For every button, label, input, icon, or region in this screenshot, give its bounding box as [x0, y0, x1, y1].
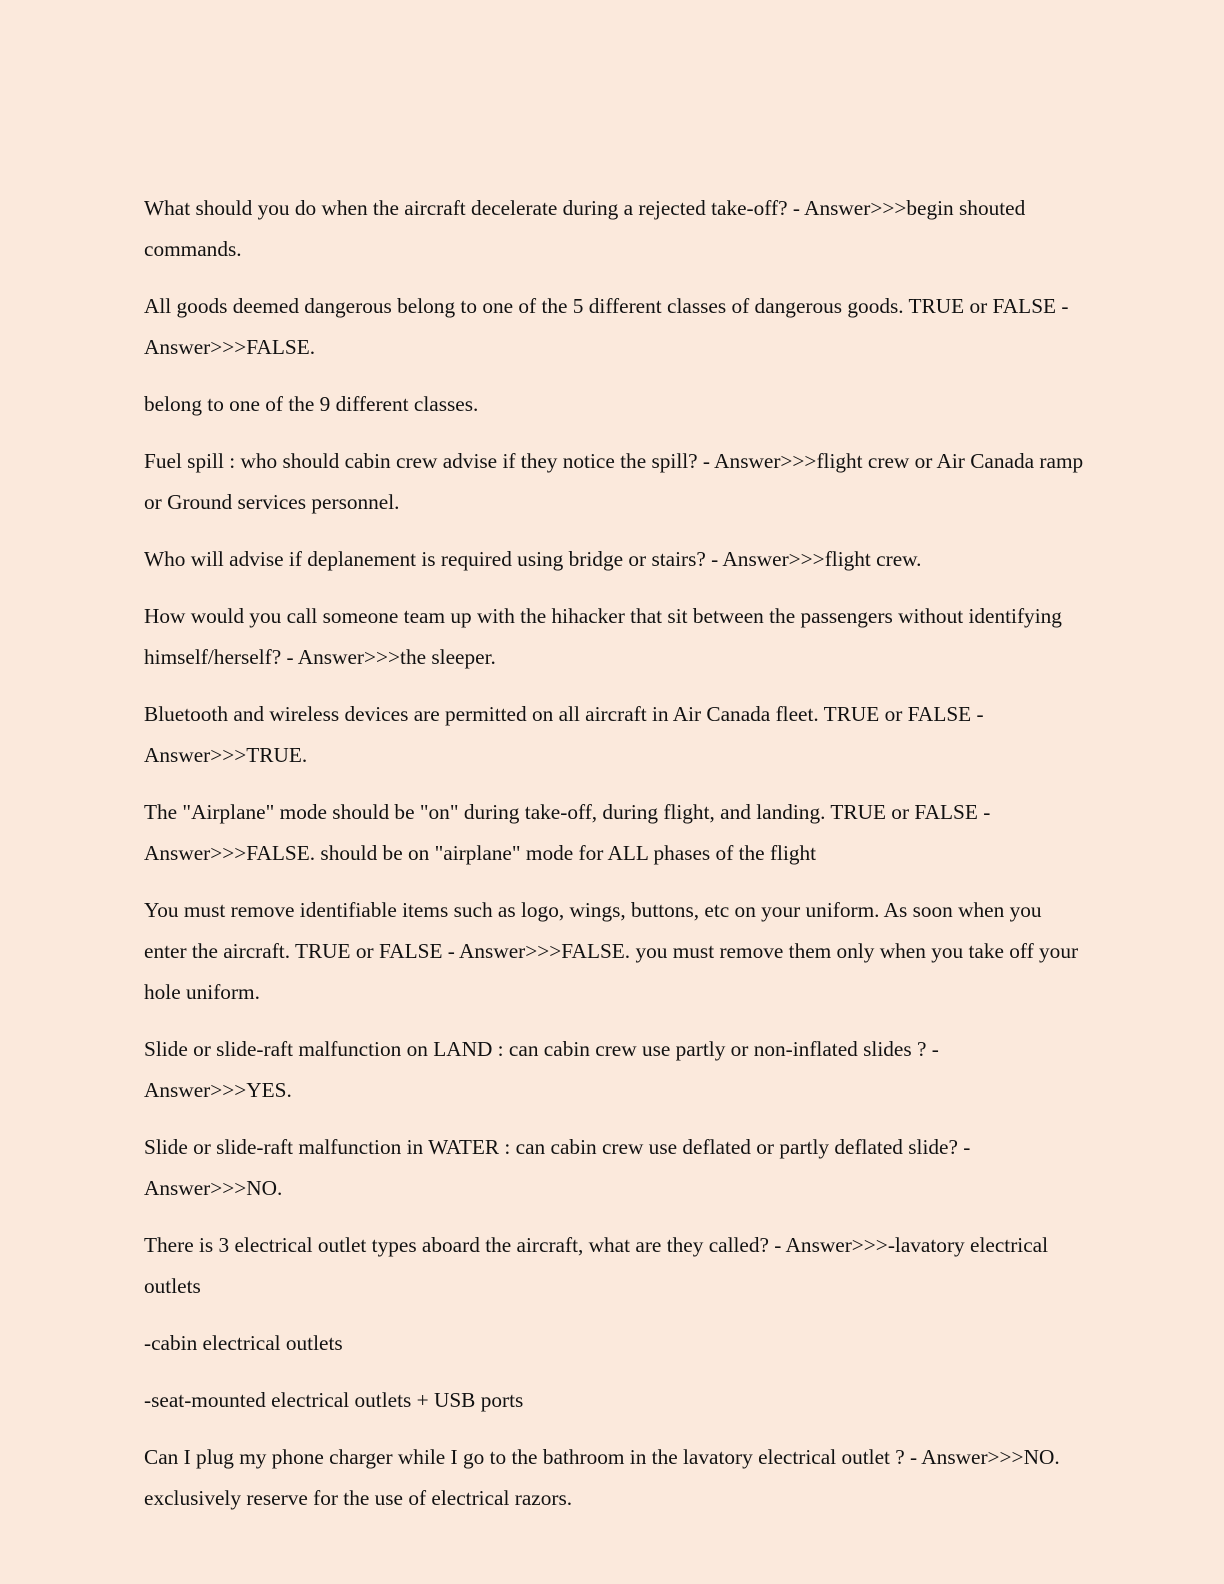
paragraph-slide-water: Slide or slide-raft malfunction in WATER : can cabin crew use deflated or partly deflated slide? - Answer>>>NO.: [144, 1135, 971, 1200]
paragraph-fuel-spill: Fuel spill : who should cabin crew advise if they notice the spill? - Answer>>>flight crew or Air Canada ramp or Ground services personnel.: [144, 449, 1084, 514]
paragraph-bluetooth: Bluetooth and wireless devices are permitted on all aircraft in Air Canada fleet. TRUE or FALSE - Answer>>>TRUE.: [144, 702, 984, 767]
paragraph-airplane-mode: The "Airplane" mode should be "on" during take-off, during flight, and landing. TRUE or FALSE - Answer>>>FALSE. should be on "airplane" mode for ALL phases of the flight: [144, 800, 991, 865]
paragraph-rejected-takeoff: What should you do when the aircraft decelerate during a rejected take-off? - Answer>>>begin shouted commands.: [144, 196, 1026, 261]
paragraph-nine-classes: belong to one of the 9 different classes.: [144, 392, 479, 416]
paragraph-deplanement: Who will advise if deplanement is required using bridge or stairs? - Answer>>>flight crew.: [144, 547, 922, 571]
paragraph-dangerous-goods-classes: All goods deemed dangerous belong to one of the 5 different classes of dangerous goods. TRUE or FALSE - Answer>>>FALSE.: [144, 294, 1069, 359]
paragraph-slide-land: Slide or slide-raft malfunction on LAND : can cabin crew use partly or non-inflated slides ? - Answer>>>YES.: [144, 1037, 939, 1102]
paragraph-seat-outlets: -seat-mounted electrical outlets + USB ports: [144, 1388, 524, 1412]
paragraph-lavatory-charger: Can I plug my phone charger while I go to the bathroom in the lavatory electrical outlet ? - Answer>>>NO. exclusively reserve for the use of electrical razors.: [144, 1445, 1060, 1510]
paragraph-electrical-outlets: There is 3 electrical outlet types aboard the aircraft, what are they called? - Answer>>>-lavatory electrical outlets: [144, 1233, 1049, 1298]
document-body: [144, 188, 1086, 1535]
paragraph-uniform-items: You must remove identifiable items such as logo, wings, buttons, etc on your uniform. As soon when you enter the aircraft. TRUE or FALSE - Answer>>>FALSE. you must remove them only when you take off your hole uniform.: [144, 898, 1079, 1004]
paragraph-sleeper: How would you call someone team up with the hihacker that sit between the passengers without identifying himself/herself? - Answer>>>the sleeper.: [144, 604, 1062, 669]
paragraph-cabin-outlets: -cabin electrical outlets: [144, 1331, 343, 1355]
